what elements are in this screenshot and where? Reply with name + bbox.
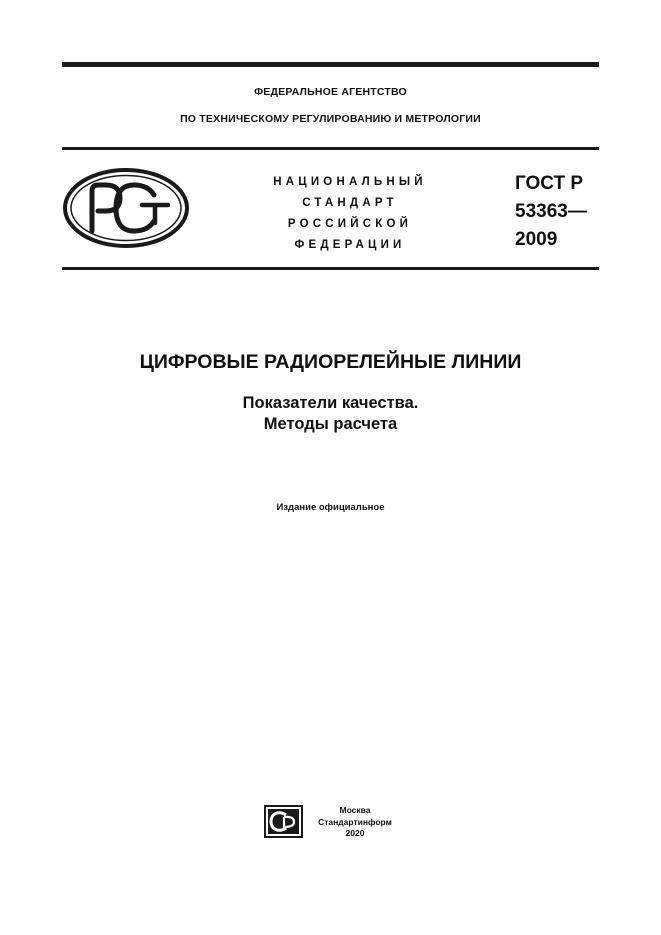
top-rule xyxy=(62,62,599,67)
agency-line-2: ПО ТЕХНИЧЕСКОМУ РЕГУЛИРОВАНИЮ И МЕТРОЛОГИИ xyxy=(180,113,481,125)
publisher-name: Стандартинформ xyxy=(318,816,392,827)
gost-line: ГОСТ Р xyxy=(515,173,584,194)
gost-number xyxy=(515,170,587,254)
publisher-city: Москва xyxy=(339,805,371,815)
subtitle-line-2: Методы расчета xyxy=(263,415,398,433)
subtitle-line-1: Показатели качества. xyxy=(242,394,419,412)
edition-label: Издание официальное xyxy=(276,502,385,513)
document-title: ЦИФРОВЫЕ РАДИОРЕЛЕЙНЫЕ ЛИНИИ xyxy=(139,351,522,373)
middle-rule-top xyxy=(62,147,599,150)
publisher-year: 2020 xyxy=(345,828,365,838)
publisher-info xyxy=(306,805,404,840)
national-standard-label xyxy=(250,172,450,256)
national-standard-line: СТАНДАРТ xyxy=(302,197,398,209)
standartinform-logo-icon xyxy=(264,805,303,838)
document-subtitle xyxy=(62,393,599,435)
agency-line-1: ФЕДЕРАЛЬНОЕ АГЕНТСТВО xyxy=(254,86,407,98)
national-standard-line: НАЦИОНАЛЬНЫЙ xyxy=(273,176,427,188)
gost-r-logo-icon xyxy=(62,167,190,249)
middle-rule-bottom xyxy=(62,267,599,270)
gost-line: 2009 xyxy=(515,229,558,250)
national-standard-line: РОССИЙСКОЙ xyxy=(287,218,413,230)
national-standard-line: ФЕДЕРАЦИИ xyxy=(294,239,406,251)
gost-line: 53363— xyxy=(515,201,587,222)
